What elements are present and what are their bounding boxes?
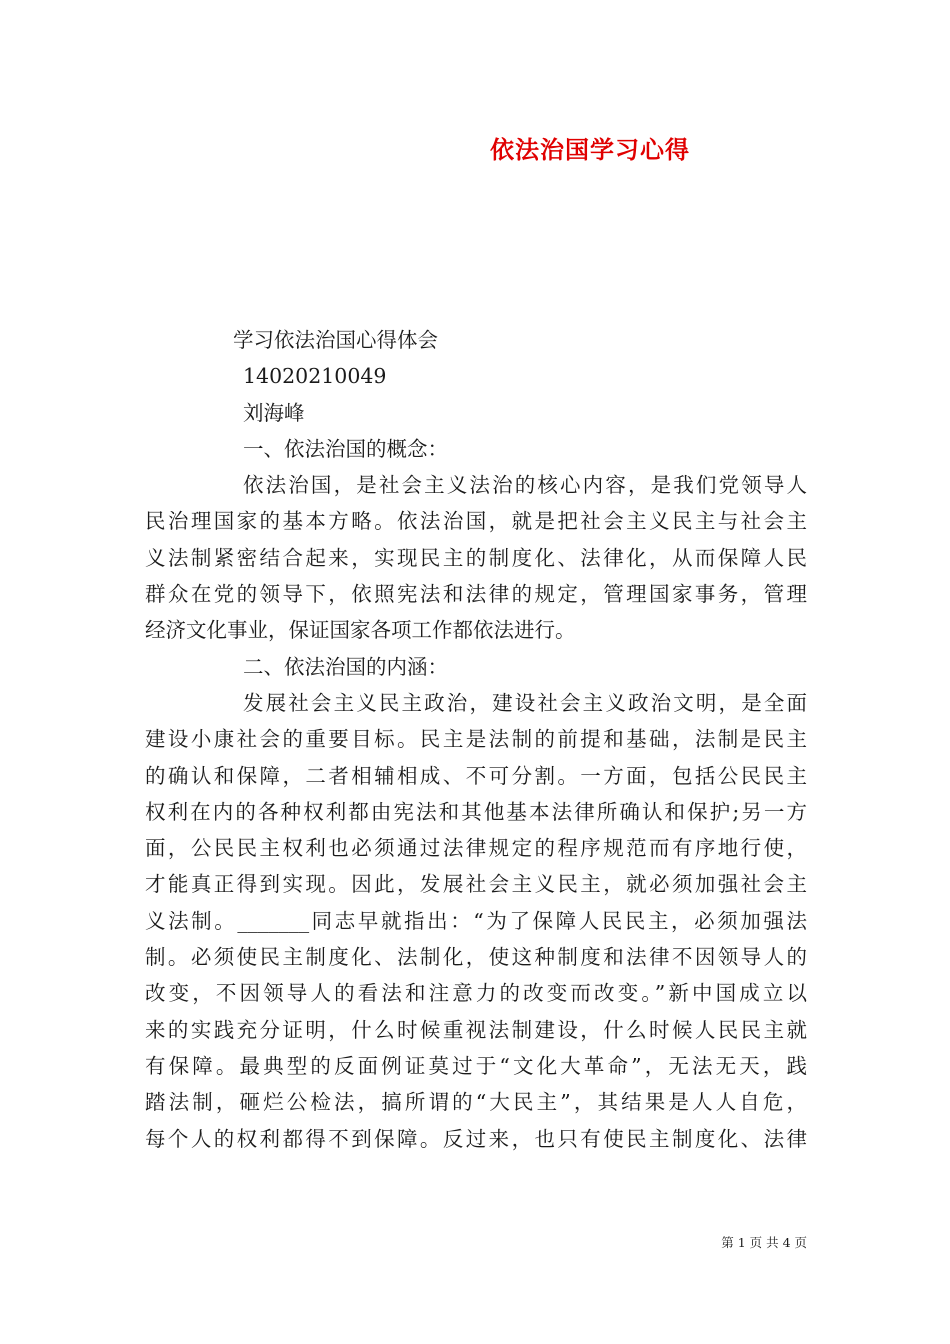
paragraph-line: 民治理国家的基本方略。依法治国，就是把社会主义民主与社会主 (145, 509, 807, 534)
paragraph-line: 来的实践充分证明，什么时候重视法制建设，什么时候人民民主就 (145, 1017, 807, 1042)
document-subtitle: 学习依法治国心得体会 (233, 328, 438, 352)
paragraph-line: 的确认和保障，二者相辅相成、不可分割。一方面，包括公民民主 (145, 763, 807, 788)
student-id: 14020210049 (243, 364, 387, 389)
paragraph-line: 有保障。最典型的反面例证莫过于“文化大革命”，无法无天，践 (145, 1053, 807, 1078)
paragraph-line: 义法制。_______同志早就指出：“为了保障人民民主，必须加强法 (145, 908, 807, 933)
page-number-footer: 第 1 页 共 4 页 (721, 1235, 807, 1250)
paragraph-line: 权利在内的各种权利都由宪法和其他基本法律所确认和保护;另一方 (145, 799, 807, 824)
paragraph-line: 建设小康社会的重要目标。民主是法制的前提和基础，法制是民主 (145, 727, 807, 752)
paragraph-line: 义法制紧密结合起来，实现民主的制度化、法律化，从而保障人民 (145, 545, 807, 570)
paragraph-line: 面，公民民主权利也必须通过法律规定的程序规范而有序地行使， (145, 836, 807, 861)
section-heading: 一、依法治国的概念： (243, 436, 448, 461)
paragraph-line: 依法治国，是社会主义法治的核心内容，是我们党领导人 (243, 473, 807, 498)
section-heading: 二、依法治国的内涵： (243, 654, 448, 679)
document-title: 依法治国学习心得 (490, 135, 690, 164)
document-body (145, 322, 807, 1157)
paragraph-line: 每个人的权利都得不到保障。反过来，也只有使民主制度化、法律 (145, 1126, 807, 1151)
paragraph-line: 才能真正得到实现。因此，发展社会主义民主，就必须加强社会主 (145, 872, 807, 897)
paragraph-line: 改变，不因领导人的看法和注意力的改变而改变。”新中国成立以 (145, 981, 807, 1006)
paragraph-line: 群众在党的领导下，依照宪法和法律的规定，管理国家事务，管理 (145, 582, 807, 607)
paragraph-line: 制。必须使民主制度化、法制化，使这种制度和法律不因领导人的 (145, 945, 807, 970)
paragraph-line: 发展社会主义民主政治，建设社会主义政治文明，是全面 (243, 690, 807, 715)
paragraph-line: 踏法制，砸烂公检法，搞所谓的“大民主”，其结果是人人自危， (145, 1090, 807, 1115)
author-name: 刘海峰 (243, 400, 305, 425)
paragraph-line: 经济文化事业，保证国家各项工作都依法进行。 (145, 618, 576, 643)
